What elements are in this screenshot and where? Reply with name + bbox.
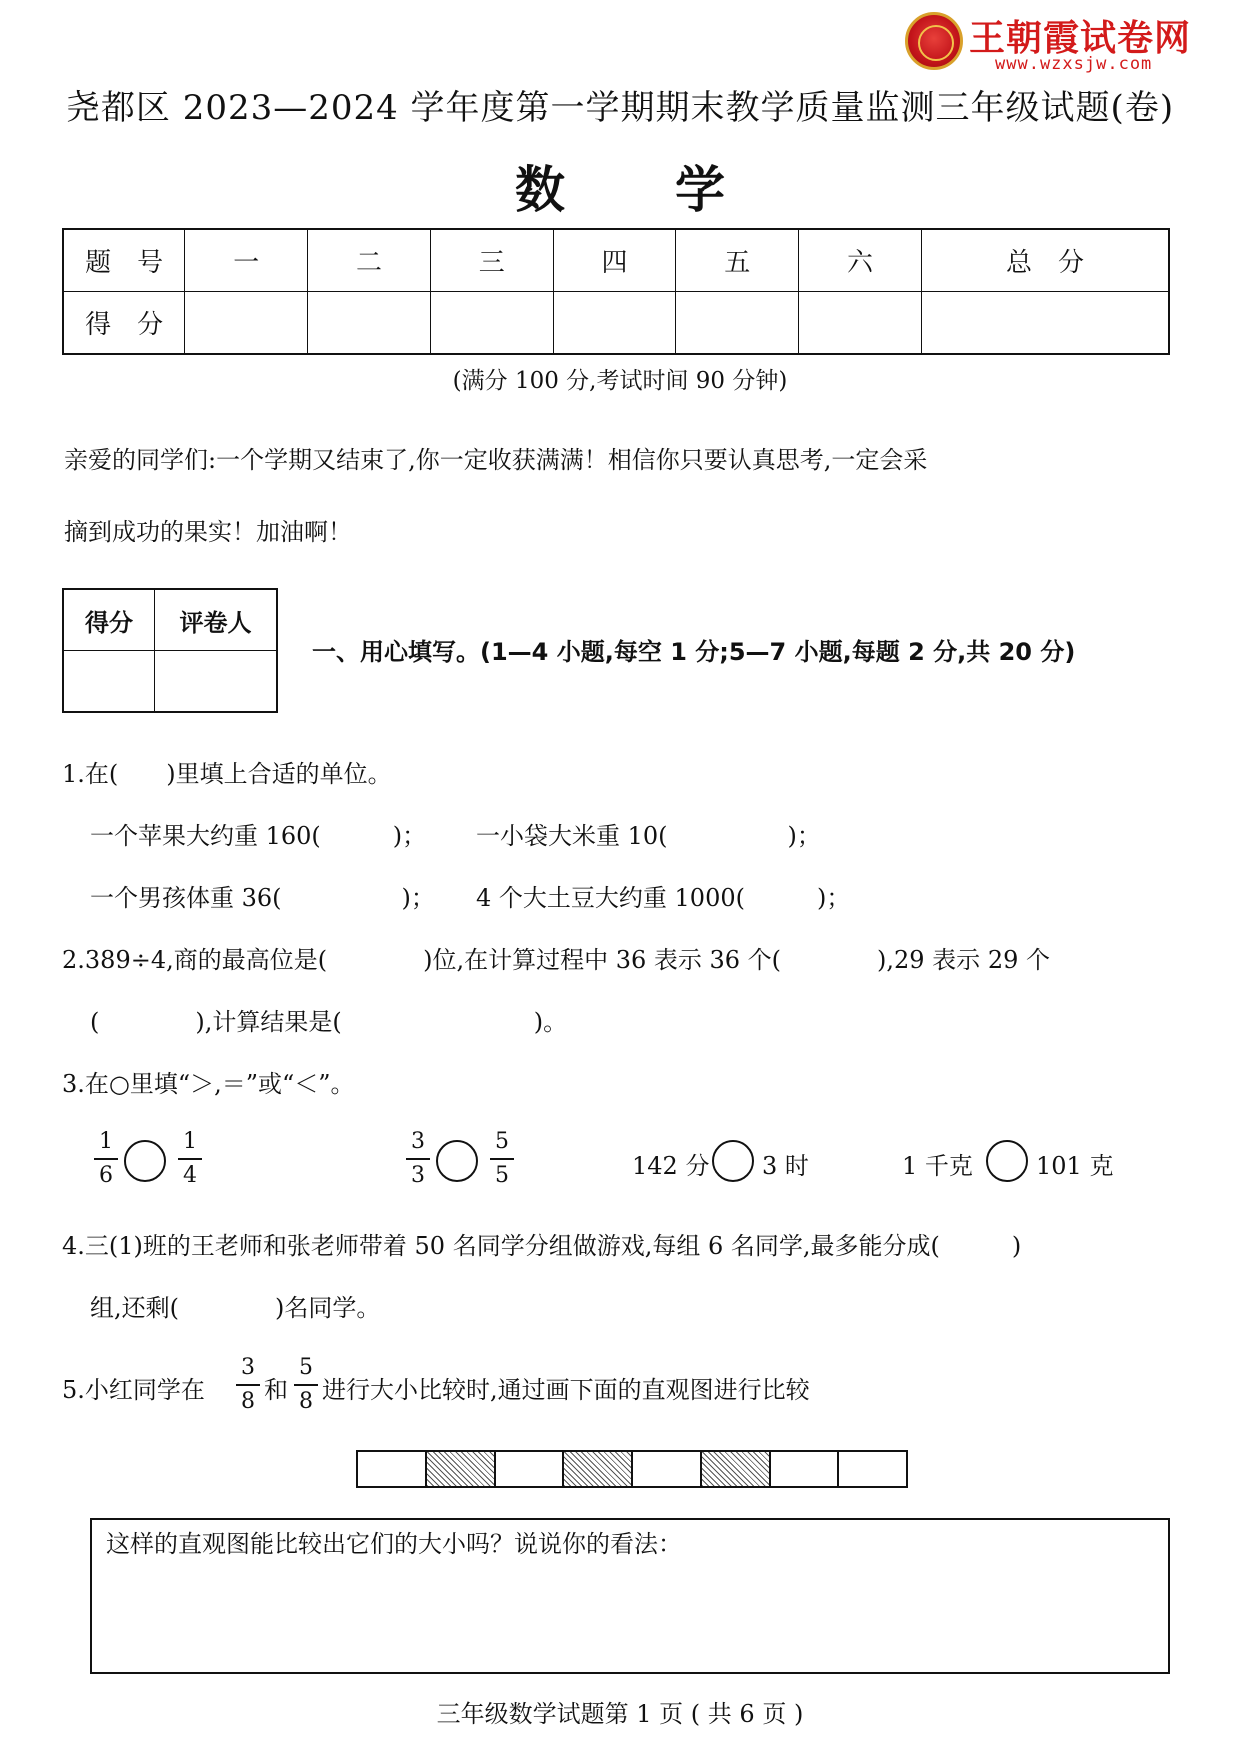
score-input-cell[interactable] <box>921 292 1169 355</box>
fraction: 5 8 <box>294 1354 318 1416</box>
compare-circle[interactable] <box>712 1140 754 1182</box>
score-header-cell: 总 分 <box>921 229 1169 292</box>
score-input-cell[interactable] <box>676 292 799 355</box>
score-row-label: 得 分 <box>63 292 185 355</box>
strip-cell-shaded <box>702 1452 771 1486</box>
grader-name-cell[interactable] <box>155 651 278 713</box>
intro-line-2: 摘到成功的果实！加油啊！ <box>64 518 352 546</box>
compare-circle[interactable] <box>436 1140 478 1182</box>
q5-answer-box[interactable] <box>90 1518 1170 1674</box>
strip-cell-shaded <box>564 1452 633 1486</box>
q5-mid: 和 <box>264 1376 288 1404</box>
grader-score-label: 得分 <box>63 589 155 651</box>
score-input-cell[interactable] <box>308 292 431 355</box>
grader-name-label: 评卷人 <box>155 589 278 651</box>
seal-icon <box>905 12 963 70</box>
q5-suffix: 进行大小比较时,通过画下面的直观图进行比较 <box>322 1376 810 1404</box>
score-input-cell[interactable] <box>430 292 553 355</box>
page-footer: 三年级数学试题第 1 页 ( 共 6 页 ) <box>436 1700 804 1728</box>
strip-cell <box>496 1452 565 1486</box>
q3-stem: 3.在○里填“＞,＝”或“＜”。 <box>62 1070 355 1098</box>
q1-item-d[interactable]: 4 个大土豆大约重 1000( )； <box>476 884 851 912</box>
score-header-cell: 六 <box>799 229 922 292</box>
score-header-cell: 一 <box>185 229 308 292</box>
q1-item-a[interactable]: 一个苹果大约重 160( )； <box>90 822 427 850</box>
compare-left: 1 千克 <box>902 1152 973 1180</box>
score-header-cell: 二 <box>308 229 431 292</box>
q5-answer-prompt: 这样的直观图能比较出它们的大小吗？说说你的看法： <box>106 1530 682 1558</box>
fraction-strip-diagram <box>356 1450 908 1488</box>
compare-left: 142 分 <box>632 1152 710 1180</box>
strip-cell <box>771 1452 840 1486</box>
q2-line-1[interactable]: 2.389÷4,商的最高位是( )位,在计算过程中 36 表示 36 个( ),29 表示 29 个 <box>62 946 1050 974</box>
score-input-cell[interactable] <box>553 292 676 355</box>
strip-cell-shaded <box>427 1452 496 1486</box>
fraction: 1 6 <box>94 1128 118 1190</box>
compare-right: 3 时 <box>762 1152 809 1180</box>
score-header-cell: 题 号 <box>63 229 185 292</box>
subject-title: 数学 <box>515 161 835 219</box>
site-logo <box>905 8 1225 76</box>
score-header-cell: 四 <box>553 229 676 292</box>
grader-score-cell[interactable] <box>63 651 155 713</box>
fraction: 5 5 <box>490 1128 514 1190</box>
section-1-title: 一、用心填写。(1—4 小题,每空 1 分;5—7 小题,每题 2 分,共 20 分) <box>312 638 1076 666</box>
strip-cell <box>633 1452 702 1486</box>
q2-line-2[interactable]: ( ),计算结果是( )。 <box>90 1008 568 1036</box>
score-header-cell: 三 <box>430 229 553 292</box>
q1-stem: 1.在( )里填上合适的单位。 <box>62 760 392 788</box>
compare-circle[interactable] <box>986 1140 1028 1182</box>
strip-cell <box>839 1452 906 1486</box>
q1-item-c[interactable]: 一个男孩体重 36( )； <box>90 884 435 912</box>
q5-prefix: 5.小红同学在 <box>62 1376 205 1404</box>
fraction: 3 8 <box>236 1354 260 1416</box>
compare-right: 101 克 <box>1036 1152 1114 1180</box>
strip-cell <box>358 1452 427 1486</box>
q4-line-1[interactable]: 4.三(1)班的王老师和张老师带着 50 名同学分组做游戏,每组 6 名同学,最多能分成( ) <box>62 1232 1022 1260</box>
intro-line-1: 亲爱的同学们:一个学期又结束了,你一定收获满满！相信你只要认真思考,一定会采 <box>64 446 928 474</box>
q4-line-2[interactable]: 组,还剩( )名同学。 <box>90 1294 381 1322</box>
score-input-cell[interactable] <box>185 292 308 355</box>
q1-item-b[interactable]: 一小袋大米重 10( )； <box>476 822 821 850</box>
score-table <box>62 228 1170 355</box>
fraction: 3 3 <box>406 1128 430 1190</box>
score-input-cell[interactable] <box>799 292 922 355</box>
grader-box <box>62 588 278 713</box>
full-mark-note: (满分 100 分,考试时间 90 分钟) <box>452 368 788 394</box>
score-table-score-row <box>63 292 1169 355</box>
score-table-header-row <box>63 229 1169 292</box>
logo-url: www.wzxsjw.com <box>995 54 1153 74</box>
exam-title: 尧都区 2023—2024 学年度第一学期期末教学质量监测三年级试题(卷) <box>65 88 1175 128</box>
fraction: 1 4 <box>178 1128 202 1190</box>
score-header-cell: 五 <box>676 229 799 292</box>
compare-circle[interactable] <box>124 1140 166 1182</box>
logo-name: 王朝霞试卷网 <box>969 18 1192 59</box>
